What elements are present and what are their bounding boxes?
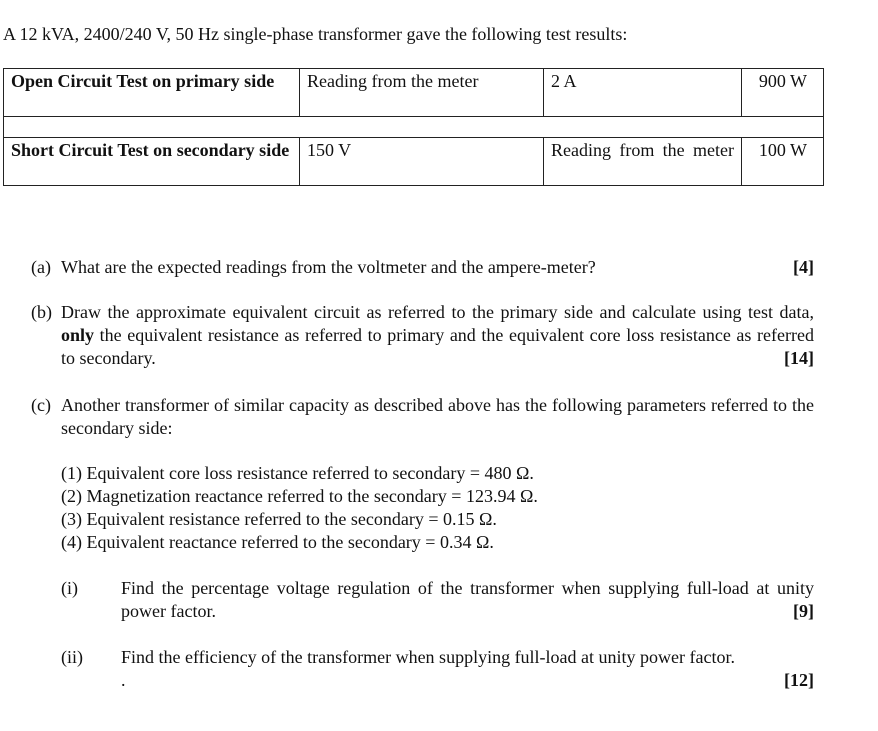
question-b-text-pre: Draw the approximate equivalent circuit as referred to the primary side and calculate using test data, bbox=[61, 302, 814, 322]
question-c bbox=[31, 394, 814, 440]
parameter-item: (2) Magnetization reactance referred to the secondary = 123.94 Ω. bbox=[61, 486, 538, 506]
sc-current-text: Reading from the meter bbox=[551, 140, 734, 160]
parameter-item: (3) Equivalent resistance referred to the secondary = 0.15 Ω. bbox=[61, 509, 497, 529]
sc-power-cell: 100 W bbox=[742, 138, 824, 186]
subquestion-i-tag: (i) bbox=[61, 578, 78, 598]
spacer-cell bbox=[4, 117, 824, 138]
question-a bbox=[31, 256, 814, 279]
subquestion-i-marks: [9] bbox=[793, 601, 814, 621]
oc-voltage-cell: Reading from the meter bbox=[300, 69, 544, 117]
question-a-tag: (a) bbox=[31, 257, 51, 277]
question-c-tag: (c) bbox=[31, 395, 51, 415]
sc-voltage-cell: 150 V bbox=[300, 138, 544, 186]
sc-current-cell bbox=[544, 138, 742, 186]
oc-power-cell: 900 W bbox=[742, 69, 824, 117]
question-c-text: Another transformer of similar capacity as described above has the following parameters referred to the secondary side: bbox=[61, 395, 814, 438]
subquestion-ii-dot: . bbox=[121, 670, 126, 690]
problem-intro: A 12 kVA, 2400/240 V, 50 Hz single-phase transformer gave the following test results: bbox=[3, 24, 628, 44]
subquestion-i bbox=[61, 577, 814, 623]
subquestion-i-text: Find the percentage voltage regulation of the transformer when supplying full-load at unity power factor. bbox=[121, 578, 814, 621]
test-results-table bbox=[3, 68, 824, 186]
question-a-text: What are the expected readings from the voltmeter and the ampere-meter? bbox=[61, 257, 596, 277]
parameter-item: (4) Equivalent reactance referred to the secondary = 0.34 Ω. bbox=[61, 532, 494, 552]
sc-label-cell: Short Circuit Test on secondary side bbox=[4, 138, 300, 186]
oc-label-cell: Open Circuit Test on primary side bbox=[4, 69, 300, 117]
question-b-marks: [14] bbox=[784, 348, 814, 368]
subquestion-ii-marks: [12] bbox=[784, 670, 814, 690]
question-b-emphasis: only bbox=[61, 325, 95, 345]
subquestion-ii-text: Find the efficiency of the transformer when supplying full-load at unity power factor. bbox=[121, 647, 735, 667]
table-row-open-circuit bbox=[4, 69, 824, 117]
parameter-list bbox=[61, 462, 538, 554]
question-b-text-post: the equivalent resistance as referred to primary and the equivalent core loss resistance as referred to secondary. bbox=[61, 325, 814, 368]
table-spacer-row bbox=[4, 117, 824, 138]
question-a-marks: [4] bbox=[793, 257, 814, 277]
oc-current-cell: 2 A bbox=[544, 69, 742, 117]
question-b bbox=[31, 301, 814, 370]
subquestion-ii bbox=[61, 646, 814, 692]
parameter-item: (1) Equivalent core loss resistance referred to secondary = 480 Ω. bbox=[61, 463, 534, 483]
table-row-short-circuit bbox=[4, 138, 824, 186]
question-b-tag: (b) bbox=[31, 302, 52, 322]
subquestion-ii-tag: (ii) bbox=[61, 647, 83, 667]
